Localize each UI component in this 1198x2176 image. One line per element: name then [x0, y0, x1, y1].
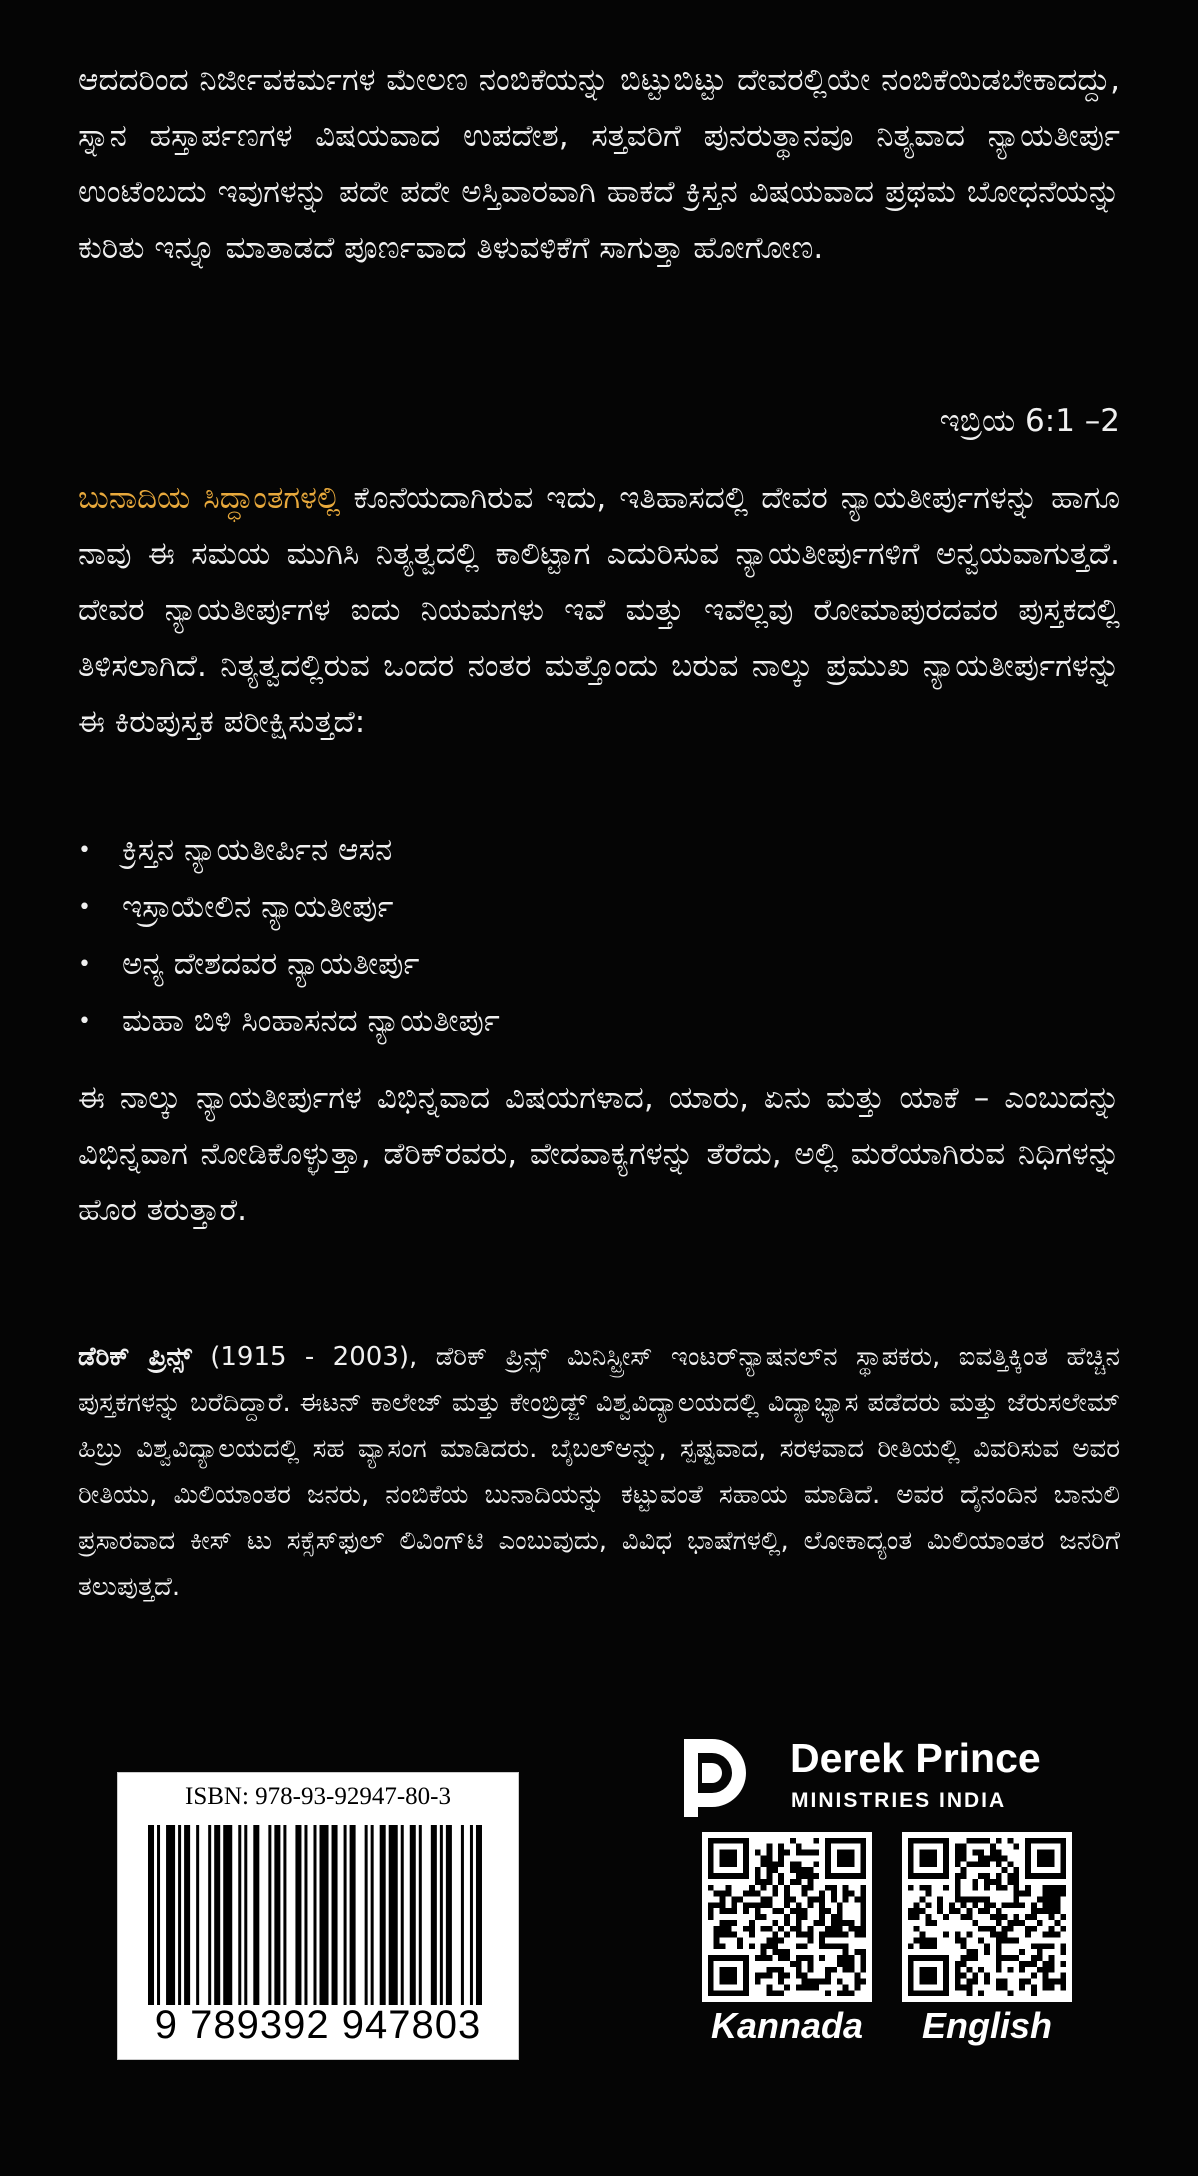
qr-label-english: English	[921, 2005, 1052, 2046]
list-item	[78, 879, 1120, 936]
publisher-subtitle: MINISTRIES INDIA	[791, 1789, 1007, 1812]
bible-verse-text: ಆದದರಿಂದ ನಿರ್ಜೀವಕರ್ಮಗಳ ಮೇಲಣ ನಂಬಿಕೆಯನ್ನು ಬಿಟ್ಟುಬಿಟ್ಟು ದೇವರಲ್ಲಿಯೇ ನಂಬಿಕೆಯಿಡಬೇಕಾದದ್ದು, ಸ್ನಾನ ಹಸ್ತಾರ್ಪಣಗಳ ವಿಷಯವಾದ ಉಪದೇಶ, ಸತ್ತವರಿಗೆ ಪುನರುತ್ಥಾನವೂ ನಿತ್ಯವಾದ ನ್ಯಾಯತೀರ್ಪು ಉಂಟೆಂಬದು ಇವುಗಳನ್ನು ಪದೇ ಪದೇ ಅಸ್ತಿವಾರವಾಗಿ ಹಾಕದೆ ಕ್ರಿಸ್ತನ ವಿಷಯವಾದ ಪ್ರಥಮ ಬೋಧನೆಯನ್ನು ಕುರಿತು ಇನ್ನೂ ಮಾತಾಡದೆ ಪೂರ್ಣವಾದ ತಿಳುವಳಿಕೆಗೆ ಸಾಗುತ್ತಾ ಹೋಗೋಣ.	[78, 62, 1120, 266]
list-item	[78, 822, 1120, 879]
bullet-icon: •	[78, 895, 91, 920]
qr-label-kannada: Kannada	[710, 2005, 864, 2046]
qr-code-icon	[902, 1832, 1072, 2002]
list-item-text: ಅನ್ಯ ದೇಶದವರ ನ್ಯಾಯತೀರ್ಪು	[122, 946, 420, 982]
publisher-logo-icon	[678, 1733, 758, 1823]
intro-text: ಕೊನೆಯದಾಗಿರುವ ಇದು, ಇತಿಹಾಸದಲ್ಲಿ ದೇವರ ನ್ಯಾಯತೀರ್ಪುಗಳನ್ನು ಹಾಗೂ ನಾವು ಈ ಸಮಯ ಮುಗಿಸಿ ನಿತ್ಯತ್ವದಲ್ಲಿ ಕಾಲಿಟ್ಟಾಗ ಎದುರಿಸುವ ನ್ಯಾಯತೀರ್ಪುಗಳಿಗೆ ಅನ್ವಯವಾಗುತ್ತದೆ. ದೇವರ ನ್ಯಾಯತೀರ್ಪುಗಳ ಐದು ನಿಯಮಗಳು ಇವೆ ಮತ್ತು ಇವೆಲ್ಲವು ರೋಮಾಪುರದವರ ಪುಸ್ತಕದಲ್ಲಿ ತಿಳಿಸಲಾಗಿದೆ. ನಿತ್ಯತ್ವದಲ್ಲಿರುವ ಒಂದರ ನಂತರ ಮತ್ತೊಂದು ಬರುವ ನಾಲ್ಕು ಪ್ರಮುಖ ನ್ಯಾಯತೀರ್ಪುಗಳನ್ನು ಈ ಕಿರುಪುಸ್ತಕ ಪರೀಕ್ಷಿಸುತ್ತದೆ:	[78, 480, 1120, 740]
publisher-logo	[678, 1733, 1098, 1823]
qr-code-english[interactable]	[902, 1832, 1072, 2002]
list-item-text: ಇಸ್ರಾಯೇಲಿನ ನ್ಯಾಯತೀರ್ಪು	[122, 889, 394, 925]
barcode-bars	[148, 1825, 488, 2005]
bullet-icon: •	[78, 1009, 91, 1034]
publisher-name: Derek Prince	[790, 1735, 1041, 1781]
summary-paragraph: ಈ ನಾಲ್ಕು ನ್ಯಾಯತೀರ್ಪುಗಳ ವಿಭಿನ್ನವಾದ ವಿಷಯಗಳಾದ, ಯಾರು, ಏನು ಮತ್ತು ಯಾಕೆ – ಎಂಬುದನ್ನು ವಿಭಿನ್ನವಾಗ ನೋಡಿಕೊಳ್ಳುತ್ತಾ, ಡೆರಿಕ್‌ರವರು, ವೇದವಾಕ್ಯಗಳನ್ನು ತೆರೆದು, ಅಲ್ಲಿ ಮರೆಯಾಗಿರುವ ನಿಧಿಗಳನ್ನು ಹೊರ ತರುತ್ತಾರೆ.	[78, 1080, 1120, 1228]
intro-paragraph	[78, 470, 1120, 750]
qr-code-kannada[interactable]	[702, 1832, 872, 2002]
bullet-icon: •	[78, 838, 91, 863]
author-bio	[78, 1334, 1120, 1610]
author-bio-text: (1915 - 2003), ಡೆರಿಕ್ ಪ್ರಿನ್ಸ್ ಮಿನಿಸ್ಟ್ರೀಸ್ ಇಂಟರ್‌ನ್ಯಾಷನಲ್‌ನ ಸ್ಥಾಪಕರು, ಐವತ್ತಿಕ್ಕಿಂತ ಹೆಚ್ಚಿನ ಪುಸ್ತಕಗಳನ್ನು ಬರೆದಿದ್ದಾರೆ. ಈಟನ್ ಕಾಲೇಜ್ ಮತ್ತು ಕೇಂಬ್ರಿಡ್ಜ್ ವಿಶ್ವವಿದ್ಯಾಲಯದಲ್ಲಿ ವಿದ್ಯಾಭ್ಯಾಸ ಪಡೆದರು ಮತ್ತು ಜೆರುಸಲೇಮ್ ಹಿಬ್ರು ವಿಶ್ವವಿದ್ಯಾಲಯದಲ್ಲಿ ಸಹ ವ್ಯಾಸಂಗ ಮಾಡಿದರು. ಬೈಬಲ್‌ಅನ್ನು, ಸ್ಪಷ್ಟವಾದ, ಸರಳವಾದ ರೀತಿಯಲ್ಲಿ ವಿವರಿಸುವ ಅವರ ರೀತಿಯು, ಮಿಲಿಯಾಂತರ ಜನರು, ನಂಬಿಕೆಯ ಬುನಾದಿಯನ್ನು ಕಟ್ಟುವಂತೆ ಸಹಾಯ ಮಾಡಿದೆ. ಅವರ ದೈನಂದಿನ ಬಾನುಲಿ ಪ್ರಸಾರವಾದ ಕೀಸ್ ಟು ಸಕ್ಸೆಸ್‌ಫುಲ್ ಲಿವಿಂಗ್‌ಟಿ ಎಂಬುವುದು, ವಿವಿಧ ಭಾಷೆಗಳಲ್ಲಿ, ಲೋಕಾದ್ಯಂತ ಮಿಲಿಯಾಂತರ ಜನರಿಗೆ ತಲುಪುತ್ತದೆ.	[78, 1342, 1121, 1602]
list-item-text: ಕ್ರಿಸ್ತನ ನ್ಯಾಯತೀರ್ಪಿನ ಆಸನ	[122, 832, 393, 868]
list-item	[78, 993, 1120, 1050]
qr-code-icon	[702, 1832, 872, 2002]
bible-verse-reference: ಇಬ್ರಿಯ 6:1 –2	[939, 403, 1120, 439]
author-name: ಡೆರಿಕ್ ಪ್ರಿನ್ಸ್	[78, 1342, 192, 1372]
isbn-label: ISBN: 978-93-92947-80-3	[185, 1783, 451, 1810]
bullet-icon: •	[78, 952, 91, 977]
barcode-digits: 9 789392 947803	[154, 2003, 482, 2047]
isbn-barcode	[117, 1772, 519, 2060]
list-item	[78, 936, 1120, 993]
intro-highlight: ಬುನಾದಿಯ ಸಿದ್ಧಾಂತಗಳಲ್ಲಿ	[78, 480, 341, 516]
list-item-text: ಮಹಾ ಬಿಳಿ ಸಿಂಹಾಸನದ ನ್ಯಾಯತೀರ್ಪು	[122, 1003, 500, 1039]
judgments-list	[78, 822, 1120, 1050]
